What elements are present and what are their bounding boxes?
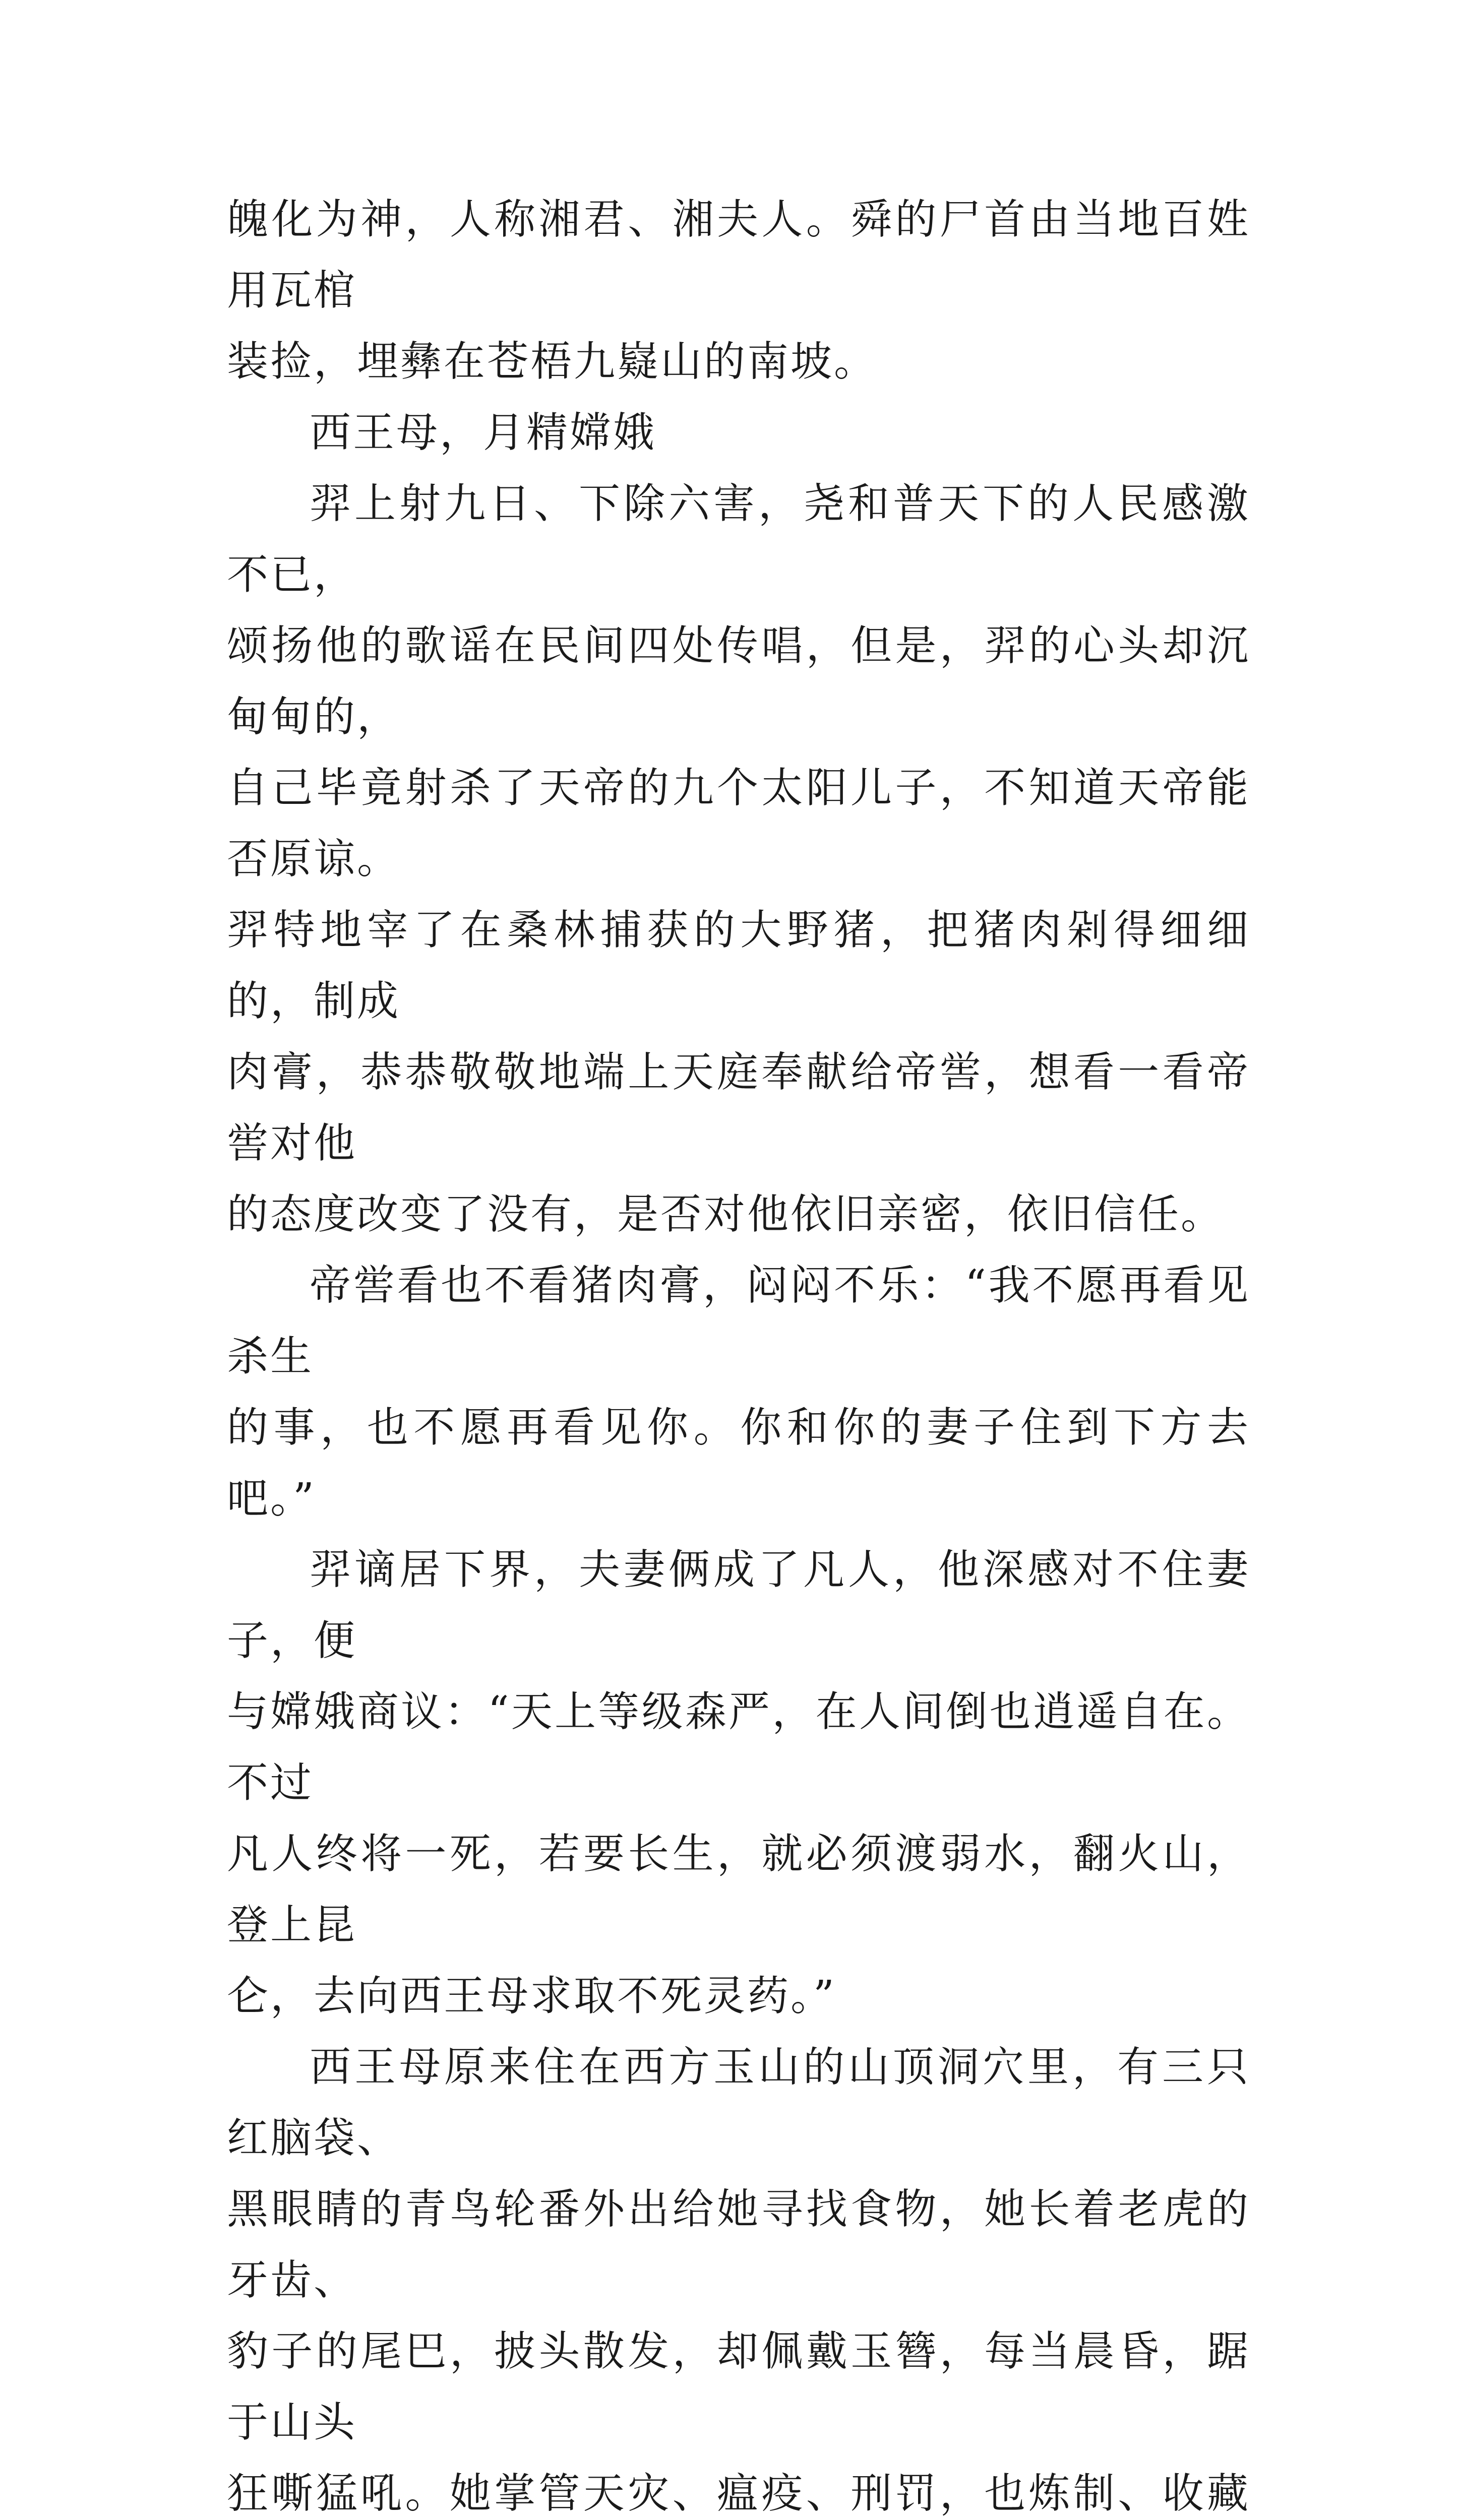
body-text — [227, 184, 1250, 2520]
paragraph: 羿上射九日、下除六害，尧和普天下的人民感激不已， 颂扬他的歌谣在民间四处传唱，但是，羿的心头却沉甸甸的， 自己毕竟射杀了天帝的九个太阳儿子，不知道天帝能否原谅。 羿特地宰了在桑林捕获的大野猪，把猪肉剁得细细的，制成 肉膏，恭恭敬敬地端上天庭奉献给帝喾，想看一看帝喾对他 的态度改变了没有，是否对他依旧亲密，依旧信任。 — [227, 480, 1250, 1238]
paragraph: 魄化为神，人称湘君、湘夫人。舜的尸首由当地百姓用瓦棺 装捡，埋彝在苍梧九嶷山的南坡。 — [227, 196, 1250, 386]
paragraph: 羿谪居下界，夫妻俩成了凡人，他深感对不住妻子，便 与嫦娥商议：“天上等级森严，在人间倒也逍遥自在。不过 凡人终将一死，若要长生，就必须渡弱水，翻火山，登上昆 仑，去向西王母求取不死灵药。” — [227, 1546, 1250, 2020]
paragraph: 西王母原来住在西方玉山的山顶洞穴里，有三只红脑袋、 黑眼睛的青鸟轮番外出给她寻找食物，她长着老虎的牙齿、 豹子的尾巴，披头散发，却佩戴玉簪，每当晨昏，踞于山头 狂嘶猛吼。她掌管天灾、瘟疫、刑罚，也炼制、收藏 — [227, 2043, 1250, 2517]
paragraph: 帝喾看也不看猪肉膏，闷闷不乐：“我不愿再看见杀生 的事，也不愿再看见你。你和你的妻子住到下方去吧。” — [227, 1262, 1250, 1523]
section-heading: 西王母，月精嫦娥 — [310, 409, 657, 457]
